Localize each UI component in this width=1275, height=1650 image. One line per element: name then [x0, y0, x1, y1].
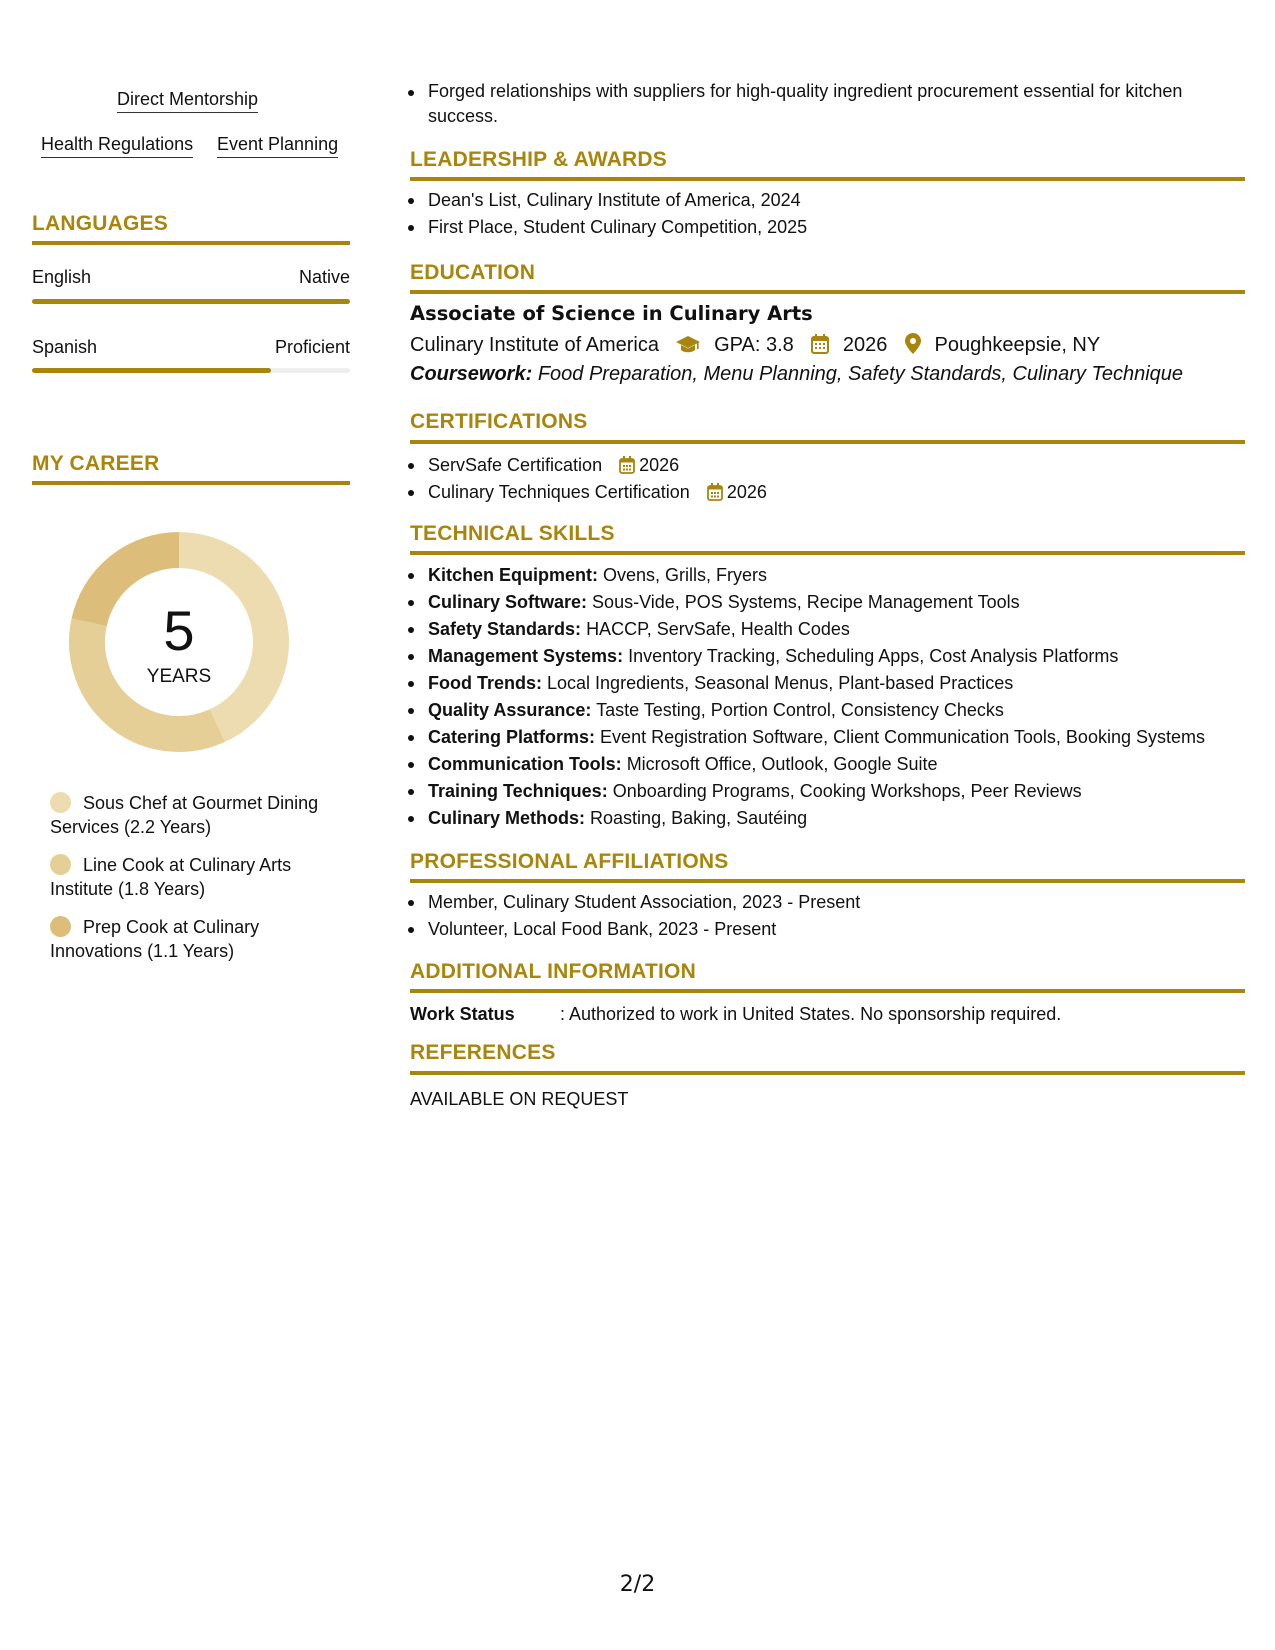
career-legend-item: [50, 915, 350, 963]
education-meta: [410, 333, 1100, 357]
certification-year: 2026: [639, 455, 680, 475]
certifications-heading: CERTIFICATIONS: [410, 410, 588, 433]
skill-label: Culinary Software:: [428, 592, 588, 612]
affiliations-heading: PROFESSIONAL AFFILIATIONS: [410, 850, 729, 873]
list-item: [410, 724, 1240, 751]
education-heading: EDUCATION: [410, 261, 536, 284]
section-rule: [32, 241, 350, 245]
gpa: GPA: 3.8: [714, 334, 794, 356]
school-location: Poughkeepsie, NY: [934, 334, 1101, 356]
skill-value: Onboarding Programs, Cooking Workshops, Peer Reviews: [612, 781, 1082, 801]
skill-tag: Event Planning: [217, 133, 338, 158]
technical-skills-list: [410, 562, 1240, 832]
skill-value: Sous-Vide, POS Systems, Recipe Management Tools: [592, 592, 1020, 612]
page-number: 2/2: [619, 1572, 656, 1597]
section-rule: [410, 551, 1245, 555]
list-item: [410, 670, 1240, 697]
certification-name: ServSafe Certification: [428, 455, 603, 475]
leadership-list: [410, 187, 1240, 241]
list-item: [410, 562, 1240, 589]
work-status-value: : Authorized to work in United States. No sponsorship required.: [560, 1004, 1062, 1024]
skill-tag: Health Regulations: [41, 133, 193, 158]
section-rule: [410, 879, 1245, 883]
legend-label: Prep Cook at Culinary Innovations (1.1 Years): [50, 917, 260, 961]
list-item: Member, Culinary Student Association, 2023 - Present: [410, 889, 1240, 916]
school-name: Culinary Institute of America: [410, 334, 659, 356]
skill-value: Ovens, Grills, Fryers: [603, 565, 768, 585]
skill-label: Communication Tools:: [428, 754, 622, 774]
coursework-label: Coursework:: [410, 363, 533, 385]
list-item: [410, 643, 1240, 670]
list-item: [410, 479, 1240, 506]
affiliations-list: [410, 889, 1240, 943]
legend-dot: [50, 792, 71, 813]
degree-title: Associate of Science in Culinary Arts: [410, 302, 813, 325]
skill-tag: Direct Mentorship: [117, 88, 258, 113]
section-rule: [410, 1071, 1245, 1075]
calendar-icon: [619, 456, 635, 474]
language-bar: [32, 368, 350, 373]
certification-year: 2026: [726, 482, 767, 502]
skill-value: HACCP, ServSafe, Health Codes: [586, 619, 850, 639]
legend-label: Sous Chef at Gourmet Dining Services (2.2 Years): [50, 793, 319, 837]
skill-value: Roasting, Baking, Sautéing: [590, 808, 808, 828]
skill-label: Culinary Methods:: [428, 808, 586, 828]
section-rule: [410, 290, 1245, 294]
references-text: AVAILABLE ON REQUEST: [410, 1089, 629, 1109]
list-item: Forged relationships with suppliers for high-quality ingredient procurement essential for kitchen success.: [410, 79, 1230, 129]
section-rule: [410, 989, 1245, 993]
career-heading: MY CAREER: [32, 452, 160, 475]
coursework: [410, 363, 1183, 386]
list-item: [410, 616, 1240, 643]
language-bar: [32, 299, 350, 304]
certification-name: Culinary Techniques Certification: [428, 482, 690, 502]
skill-value: Microsoft Office, Outlook, Google Suite: [626, 754, 938, 774]
legend-label: Line Cook at Culinary Arts Institute (1.8 Years): [50, 855, 292, 899]
graduation-cap-icon: [675, 334, 701, 354]
list-item: [410, 697, 1240, 724]
legend-dot: [50, 916, 71, 937]
career-donut-chart: [59, 522, 299, 762]
career-total: 5: [163, 599, 195, 662]
list-item: [410, 751, 1240, 778]
language-name: Spanish: [32, 337, 98, 357]
legend-dot: [50, 854, 71, 875]
language-row: [32, 337, 350, 358]
language-bar-fill: [32, 368, 271, 373]
work-status-label: Work Status: [410, 1004, 515, 1024]
section-rule: [410, 440, 1245, 444]
skill-label: Management Systems:: [428, 646, 624, 666]
skill-label: Food Trends:: [428, 673, 542, 693]
work-status-row: [410, 1004, 1061, 1025]
leadership-heading: LEADERSHIP & AWARDS: [410, 148, 667, 171]
skill-label: Quality Assurance:: [428, 700, 592, 720]
references-heading: REFERENCES: [410, 1041, 556, 1064]
list-item: Volunteer, Local Food Bank, 2023 - Present: [410, 916, 1240, 943]
language-bar-fill: [32, 299, 350, 304]
list-item: [410, 452, 1240, 479]
certifications-list: [410, 452, 1240, 506]
career-unit: YEARS: [146, 666, 212, 687]
section-rule: [32, 481, 350, 485]
languages-heading: LANGUAGES: [32, 212, 168, 235]
language-level: Native: [298, 267, 350, 287]
additional-info-heading: ADDITIONAL INFORMATION: [410, 960, 696, 983]
skill-value: Taste Testing, Portion Control, Consistency Checks: [596, 700, 1004, 720]
section-rule: [410, 177, 1245, 181]
skill-label: Kitchen Equipment:: [428, 565, 598, 585]
location-pin-icon: [905, 333, 921, 354]
skill-label: Catering Platforms:: [428, 727, 596, 747]
list-item: [410, 805, 1240, 832]
list-item: [410, 589, 1240, 616]
skill-value: Inventory Tracking, Scheduling Apps, Cost Analysis Platforms: [628, 646, 1119, 666]
graduation-year: 2026: [842, 334, 888, 356]
language-level: Proficient: [274, 337, 350, 357]
skill-label: Training Techniques:: [428, 781, 608, 801]
language-name: English: [32, 267, 92, 287]
calendar-icon: [707, 483, 723, 501]
career-legend-item: [50, 791, 350, 839]
list-item: First Place, Student Culinary Competition, 2025: [410, 214, 1240, 241]
list-item: Dean's List, Culinary Institute of America, 2024: [410, 187, 1240, 214]
skill-value: Local Ingredients, Seasonal Menus, Plant-based Practices: [547, 673, 1014, 693]
career-legend-item: [50, 853, 350, 901]
coursework-list: Food Preparation, Menu Planning, Safety Standards, Culinary Technique: [537, 363, 1184, 385]
technical-skills-heading: TECHNICAL SKILLS: [410, 522, 615, 545]
list-item: [410, 778, 1240, 805]
language-row: [32, 267, 350, 288]
calendar-icon: [811, 334, 829, 354]
skill-value: Event Registration Software, Client Communication Tools, Booking Systems: [600, 727, 1205, 747]
experience-bullets: [410, 79, 1230, 129]
skill-label: Safety Standards:: [428, 619, 582, 639]
